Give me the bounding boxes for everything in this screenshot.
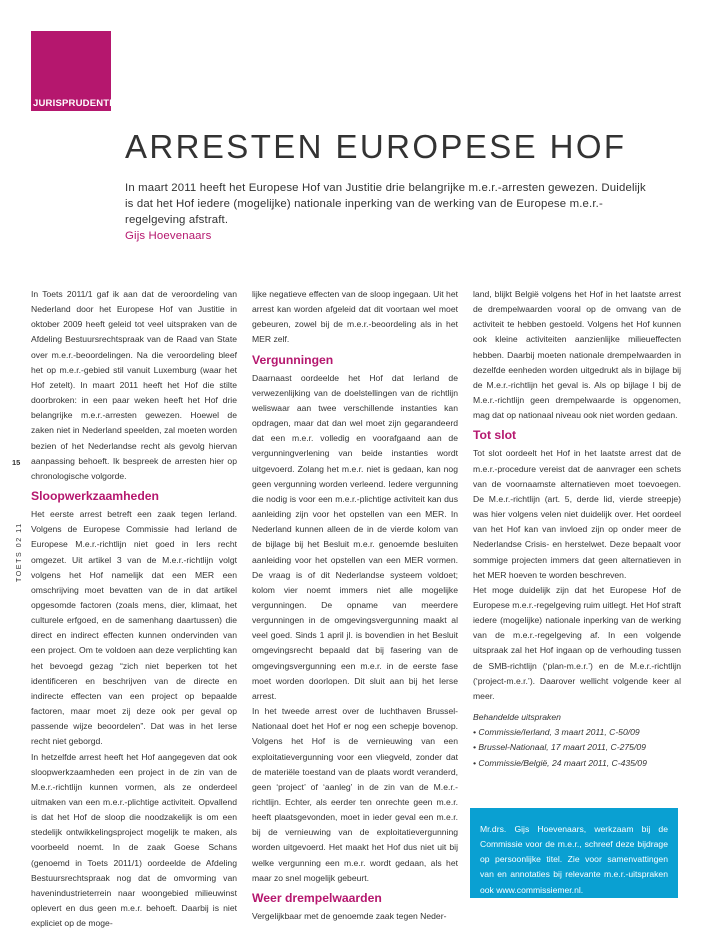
paragraph: Vergelijkbaar met de genoemde zaak tegen Neder- <box>252 910 447 921</box>
section-heading: Sloopwerkzaamheden <box>31 489 160 504</box>
case-item: • Commissie/Ierland, 3 maart 2011, C-50/09 <box>473 727 640 738</box>
paragraph: Het eerste arrest betreft een zaak tegen Ierland. Volgens de Europese Commissie had Ierland de Europese M.e.r.-richtlijn niet goed in Iers recht omgezet. Uit artikel 3 van de M.e.r.-richtlijn volgt volgens het Hof namelijk dat een MER een omschrijving moet bevatten van de in dat artikel opgesomde factoren (zoals mens, dier, klimaat, het culturele erfgoed, en de samenhang daartussen) die direct en indirect effecten kunnen ondervinden van een project. Om te voldoen aan deze verplichting kan het bevoegd gezag “zich niet beperken tot het identificeren en beschrijven van de directe en indirecte effecten van een project op bepaalde factoren, maar moet zij deze ook per geval op passende wijze beoordelen”. Dat was in het Ierse recht niet geborgd. <box>31 509 237 747</box>
section-heading: Tot slot <box>473 428 517 443</box>
column-1 <box>31 287 237 931</box>
article-title: ARRESTEN EUROPESE HOF <box>125 128 627 165</box>
column-2 <box>252 287 458 924</box>
author-bio-text: Mr.drs. Gijs Hoevenaars, werkzaam bij de Commissie voor de m.e.r., schreef deze bijdrage op persoonlijke titel. Zie voor samenvattingen van en annotaties bij relevante m.e.r.-uitspraken ook www.commissiemer.nl. <box>480 824 668 895</box>
paragraph: lijke negatieve effecten van de sloop ingegaan. Uit het arrest kan worden afgeleid dat dit voortaan wel moet gebeuren, zowel bij de m.e.r.-beoordeling als in het MER zelf. <box>252 289 458 345</box>
paragraph: In het tweede arrest over de luchthaven Brussel-Nationaal doet het Hof er nog een schepje bovenop. Volgens het Hof is de vernieuwing van een exploitatievergunning voor een vliegveld, zonder dat de materiële toestand van de plaats wordt veranderd, geen ‘project’ of ‘aanleg’ in de zin van de M.e.r.-richtlijn. Echter, als eerder ten onrechte geen m.e.r. heeft plaatsgevonden, moet in ieder geval een m.e.r. bij de vernieuwing van de exploitatievergunning worden uitgevoerd. Het maakt het Hof dus niet uit bij welke vergunning een m.e.r. wordt gedaan, als het maar zo snel mogelijk gebeurt. <box>252 706 458 883</box>
running-label: TOETS 02 11 <box>16 522 23 582</box>
paragraph: Tot slot oordeelt het Hof in het laatste arrest dat de m.e.r.-procedure vereist dat de aanvrager een schets van de voornaamste alternatieven moet toevoegen. De M.e.r.-richtlijn (art. 5, derde lid, vierde streepje) was hier volgens velen niet duidelijk over. Het oordeel van het Hof kan van invloed zijn op onder meer de Nederlandse Crisis- en herstelwet. Deze bepaalt voor sommige projecten immers dat geen alternatieven in het MER hoeven te worden beschreven. <box>473 448 681 580</box>
case-item: • Commissie/België, 24 maart 2011, C-435/09 <box>473 757 647 768</box>
paragraph: In hetzelfde arrest heeft het Hof aangegeven dat ook sloopwerkzaamheden een project in de zin van de M.e.r.-richtlijn kunnen vormen, als ze onderdeel uitmaken van een m.e.r.-plichtige activiteit. Opvallend is dat het Hof de sloop die noodzakelijk is om een stedelijk ontwikkelingsproject mogelijk te maken, als voorbeeld noemt. In de zaak Goese Schans (genoemd in Toets 2011/1) oordeelde de Afdeling Bestuursrechtspraak nog dat de omvorming van havenindustrieterrein naar woongebied milieuwinst oplevert en dus geen m.e.r. behoeft. Daarbij is niet expliciet op de moge- <box>31 751 237 929</box>
page-number: 15 <box>12 458 21 467</box>
paragraph: Het moge duidelijk zijn dat het Europese Hof de Europese m.e.r.-regelgeving ruim uitlegt. Het Hof straft iedere (mogelijke) nationale inperking van de werking van de m.e.r.-regelgeving af. In een volgende uitspraak zal het Hof ingaan op de verhouding tussen de SMB-richtlijn (‘plan-m.e.r.’) en de M.e.r.-richtlijn (‘project-m.e.r.’). Daarover wellicht volgende keer al meer. <box>473 584 681 701</box>
paragraph: Daarnaast oordeelde het Hof dat Ierland de verwezenlijking van de doelstellingen van de richtlijn weliswaar aan twee verschillende instanties kan opdragen, maar dat dan wel moet zijn gegarandeerd dat een m.e.r. volledig en voorafgaand aan de vergunningverlening van beide instanties wordt uitgevoerd. Zolang het m.e.r. niet is gedaan, kan nog geen vergunning worden verleend. Iedere vergunning die nodig is voor een m.e.r.-plichtige activiteit kan dus aanleiding zijn voor het opstellen van een MER. In Nederland kunnen alleen de in de vierde kolom van de bijlage bij het Besluit m.e.r. genoemde besluiten aanleiding voor het opstellen van een MER vormen. De vraag is of dit Nederlandse systeem voldoet; kolom vier noemt immers niet alle mogelijke vergunningen. De opname van meerdere vergunningen in de omgevingsvergunning maakt al veel goed. Sinds 1 april jl. is bovendien in het Besluit omgevingsrecht bepaald dat bij fasering van de omgevingsvergunning een m.e.r. in de eerste fase moet worden doorlopen. Dit sluit aan bij het Ierse arrest. <box>252 372 458 701</box>
section-heading: Weer drempelwaarden <box>252 890 382 905</box>
cases-list-title: Behandelde uitspraken <box>473 712 561 723</box>
intro-text: In maart 2011 heeft het Europese Hof van Justitie drie belangrijke m.e.r.-arresten gewezen. Duidelijk is dat het Hof iedere (mogelijke) nationale inperking van de werking van de Europese m.e.r.-regelgeving afstraft. <box>125 182 646 226</box>
section-heading: Vergunningen <box>252 352 334 367</box>
author-name: Gijs Hoevenaars <box>125 230 212 242</box>
article-intro <box>125 180 655 244</box>
author-bio-box <box>470 808 678 898</box>
section-label: JURISPRUDENTIE <box>33 98 119 109</box>
column-3 <box>473 287 681 771</box>
paragraph: land, blijkt België volgens het Hof in het laatste arrest de drempelwaarden vooral op de omvang van de activiteit te hebben gestoeld. Volgens het Hof kunnen ook kleine activiteiten aanzienlijke milieueffecten hebben. Daarbij moeten nationale drempelwaarden in dezelfde eenheden worden uitgedrukt als in bijlage bij de M.e.r.-richtlijn het geval is. Als op bijlage I bij de M.e.r.-richtlijn geen drempelwaarde is opgenomen, mag dat op nationaal niveau ook niet worden gedaan. <box>473 289 681 421</box>
case-item: • Brussel-Nationaal, 17 maart 2011, C-275/09 <box>473 742 646 753</box>
paragraph: In Toets 2011/1 gaf ik aan dat de veroordeling van Nederland door het Europese Hof van Justitie in oktober 2009 heeft geleid tot veel uitspraken van de Afdeling Bestuursrechtspraak van de Raad van State over m.e.r.-beoordelingen. Na die veroordeling bleef het op m.e.r.-gebied stil vanuit Luxemburg (waar het Hof zetelt). In maart 2011 heeft het Hof die stilte doorbroken: in een paar weken heeft het Hof drie belangrijke m.e.r.-arresten gewezen. Hoewel de zaken niet in Nederland speelden, zal moeten worden bezien of het Nederlandse recht als gevolg hiervan aanpassing behoeft. Ik bespreek de arresten hier op chronologische volgorde. <box>31 289 237 481</box>
